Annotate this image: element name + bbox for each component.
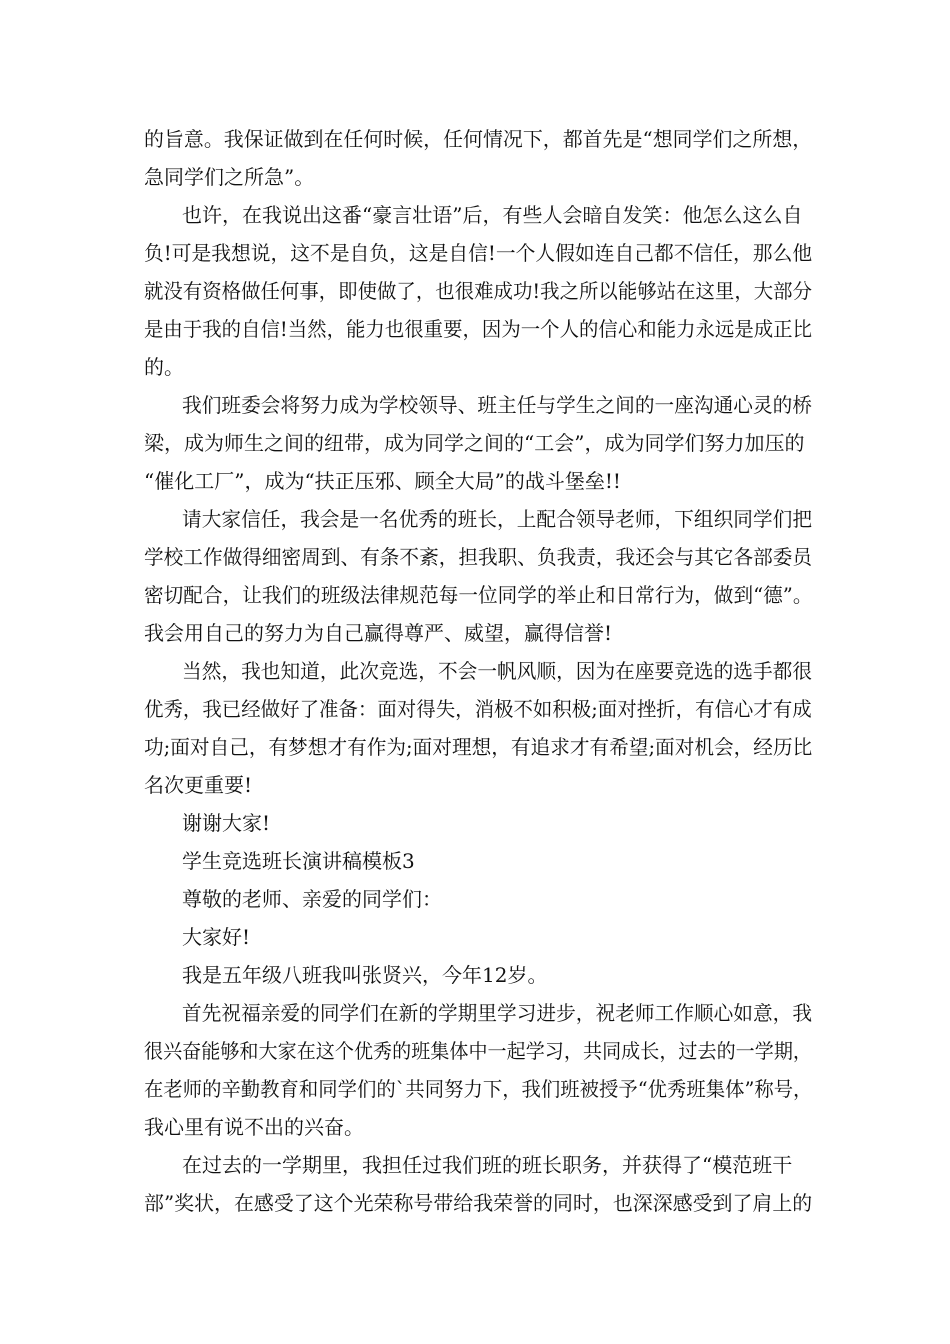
text-line: 首先祝福亲爱的同学们在新的学期里学习进步，祝老师工作顺心如意，我 <box>182 1001 813 1025</box>
text-line: 密切配合，让我们的班级法律规范每一位同学的举止和日常行为，做到“德”。 <box>144 583 813 607</box>
text-line: 是由于我的自信!当然，能力也很重要，因为一个人的信心和能力永远是成正比 <box>144 317 813 341</box>
text-line: 我心里有说不出的兴奋。 <box>144 1115 364 1139</box>
text-line: 当然，我也知道，此次竞选，不会一帆风顺，因为在座要竞选的选手都很 <box>182 659 813 683</box>
text-line: 我会用自己的努力为自己赢得尊严、威望，赢得信誉! <box>144 621 613 645</box>
text-line: 请大家信任，我会是一名优秀的班长，上配合领导老师，下组织同学们把 <box>182 507 813 531</box>
text-line: 我是五年级八班我叫张贤兴，今年12岁。 <box>182 963 548 987</box>
text-line: 也许，在我说出这番“豪言壮语”后，有些人会暗自发笑：他怎么这么自 <box>182 203 803 227</box>
text-line: 谢谢大家! <box>182 811 271 835</box>
text-line: 在老师的辛勤教育和同学们的`共同努力下，我们班被授予“优秀班集体”称号， <box>144 1077 813 1101</box>
text-line: “催化工厂”，成为“扶正压邪、顾全大局”的战斗堡垒!! <box>144 469 621 493</box>
text-line: 名次更重要! <box>144 773 253 797</box>
text-line: 学校工作做得细密周到、有条不紊，担我职、负我责，我还会与其它各部委员 <box>144 545 813 569</box>
text-line: 我们班委会将努力成为学校领导、班主任与学生之间的一座沟通心灵的桥 <box>182 393 813 417</box>
text-line: 大家好! <box>182 925 251 949</box>
text-line: 部”奖状，在感受了这个光荣称号带给我荣誉的同时，也深深感受到了肩上的 <box>144 1191 813 1215</box>
salutation: 尊敬的老师、亲爱的同学们： <box>182 887 442 911</box>
section-heading: 学生竞选班长演讲稿模板3 <box>182 849 415 873</box>
text-line: 的旨意。我保证做到在任何时候，任何情况下，都首先是“想同学们之所想， <box>144 127 813 151</box>
text-line: 就没有资格做任何事，即使做了，也很难成功!我之所以能够站在这里，大部分 <box>144 279 813 303</box>
text-line: 急同学们之所急”。 <box>144 165 315 189</box>
text-line: 功;面对自己，有梦想才有作为;面对理想，有追求才有希望;面对机会，经历比 <box>144 735 813 759</box>
text-line: 在过去的一学期里，我担任过我们班的班长职务，并获得了“模范班干 <box>182 1153 793 1177</box>
text-line: 优秀，我已经做好了准备：面对得失，消极不如积极;面对挫折，有信心才有成 <box>144 697 812 721</box>
text-line: 负!可是我想说，这不是自负，这是自信!一个人假如连自己都不信任，那么他 <box>144 241 813 265</box>
text-line: 梁，成为师生之间的纽带，成为同学之间的“工会”，成为同学们努力加压的 <box>144 431 805 455</box>
text-line: 的。 <box>144 355 184 379</box>
text-line: 很兴奋能够和大家在这个优秀的班集体中一起学习，共同成长，过去的一学期， <box>144 1039 813 1063</box>
